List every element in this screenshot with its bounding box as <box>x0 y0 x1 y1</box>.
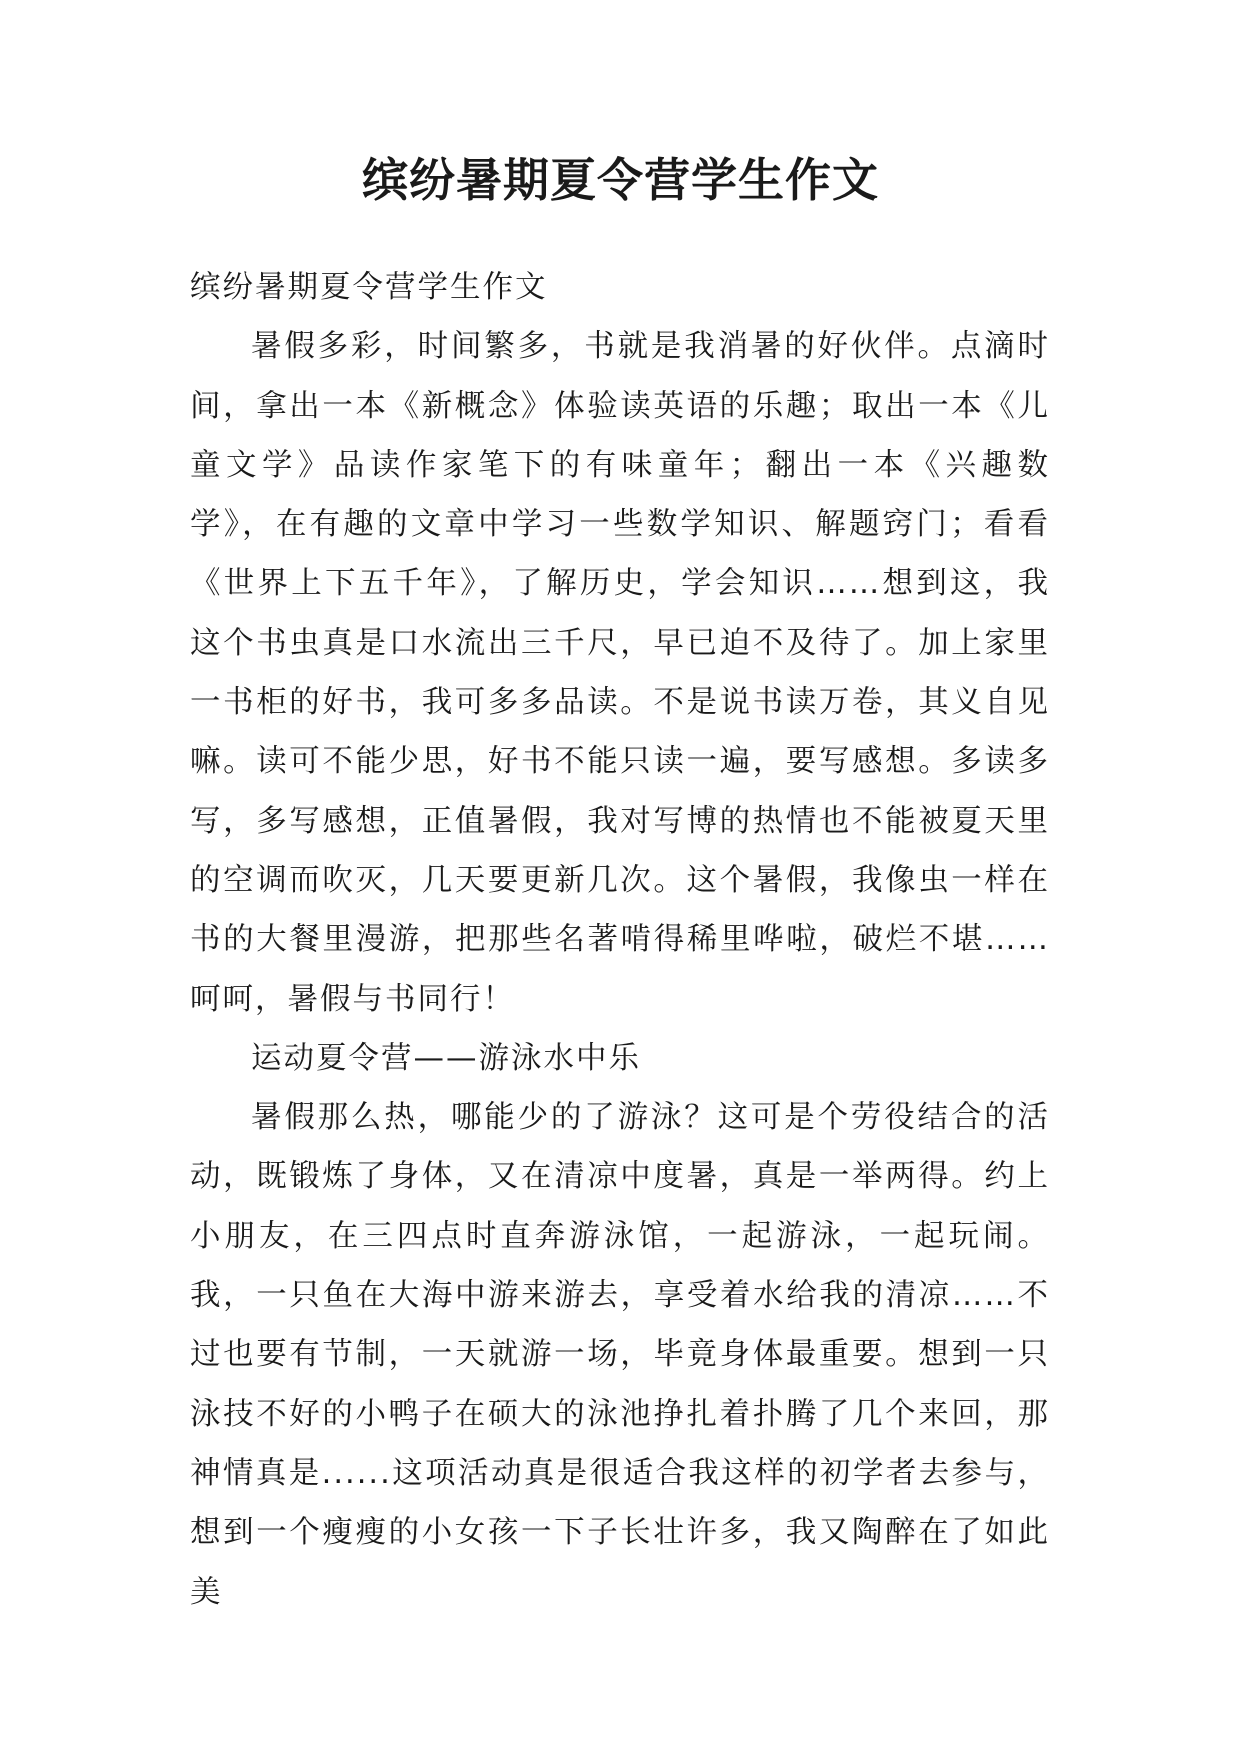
paragraph-swimming: 暑假那么热，哪能少的了游泳？这可是个劳役结合的活动，既锻炼了身体，又在清凉中度暑，真是一举两得。约上小朋友，在三四点时直奔游泳馆，一起游泳，一起玩闹。我，一只鱼在大海中游来游去，享受着水给我的清凉……不过也要有节制，一天就游一场，毕竟身体最重要。想到一只泳技不好的小鸭子在硕大的泳池挣扎着扑腾了几个来回，那神情真是......这项活动真是很适合我这样的初学者去参与，想到一个瘦瘦的小女孩一下子长壮许多，我又陶醉在了如此美 <box>190 1100 1050 1610</box>
document-body <box>190 258 1050 1622</box>
section-heading-swimming: 运动夏令营——游泳水中乐 <box>251 1040 641 1076</box>
document-title: 缤纷暑期夏令营学生作文 <box>362 153 879 207</box>
paragraph-reading: 暑假多彩，时间繁多，书就是我消暑的好伙伴。点滴时间，拿出一本《新概念》体验读英语的乐趣；取出一本《儿童文学》品读作家笔下的有味童年；翻出一本《兴趣数学》，在有趣的文章中学习一些数学知识、解题窍门；看看《世界上下五千年》，了解历史，学会知识……想到这，我这个书虫真是口水流出三千尺，早已迫不及待了。加上家里一书柜的好书，我可多多品读。不是说书读万卷，其义自见嘛。读可不能少思，好书不能只读一遍，要写感想。多读多写，多写感想，正值暑假，我对写博的热情也不能被夏天里的空调而吹灭，几天要更新几次。这个暑假，我像虫一样在书的大餐里漫游，把那些名著啃得稀里哗啦，破烂不堪……呵呵，暑假与书同行！ <box>190 329 1050 1017</box>
document-subtitle: 缤纷暑期夏令营学生作文 <box>190 270 548 305</box>
